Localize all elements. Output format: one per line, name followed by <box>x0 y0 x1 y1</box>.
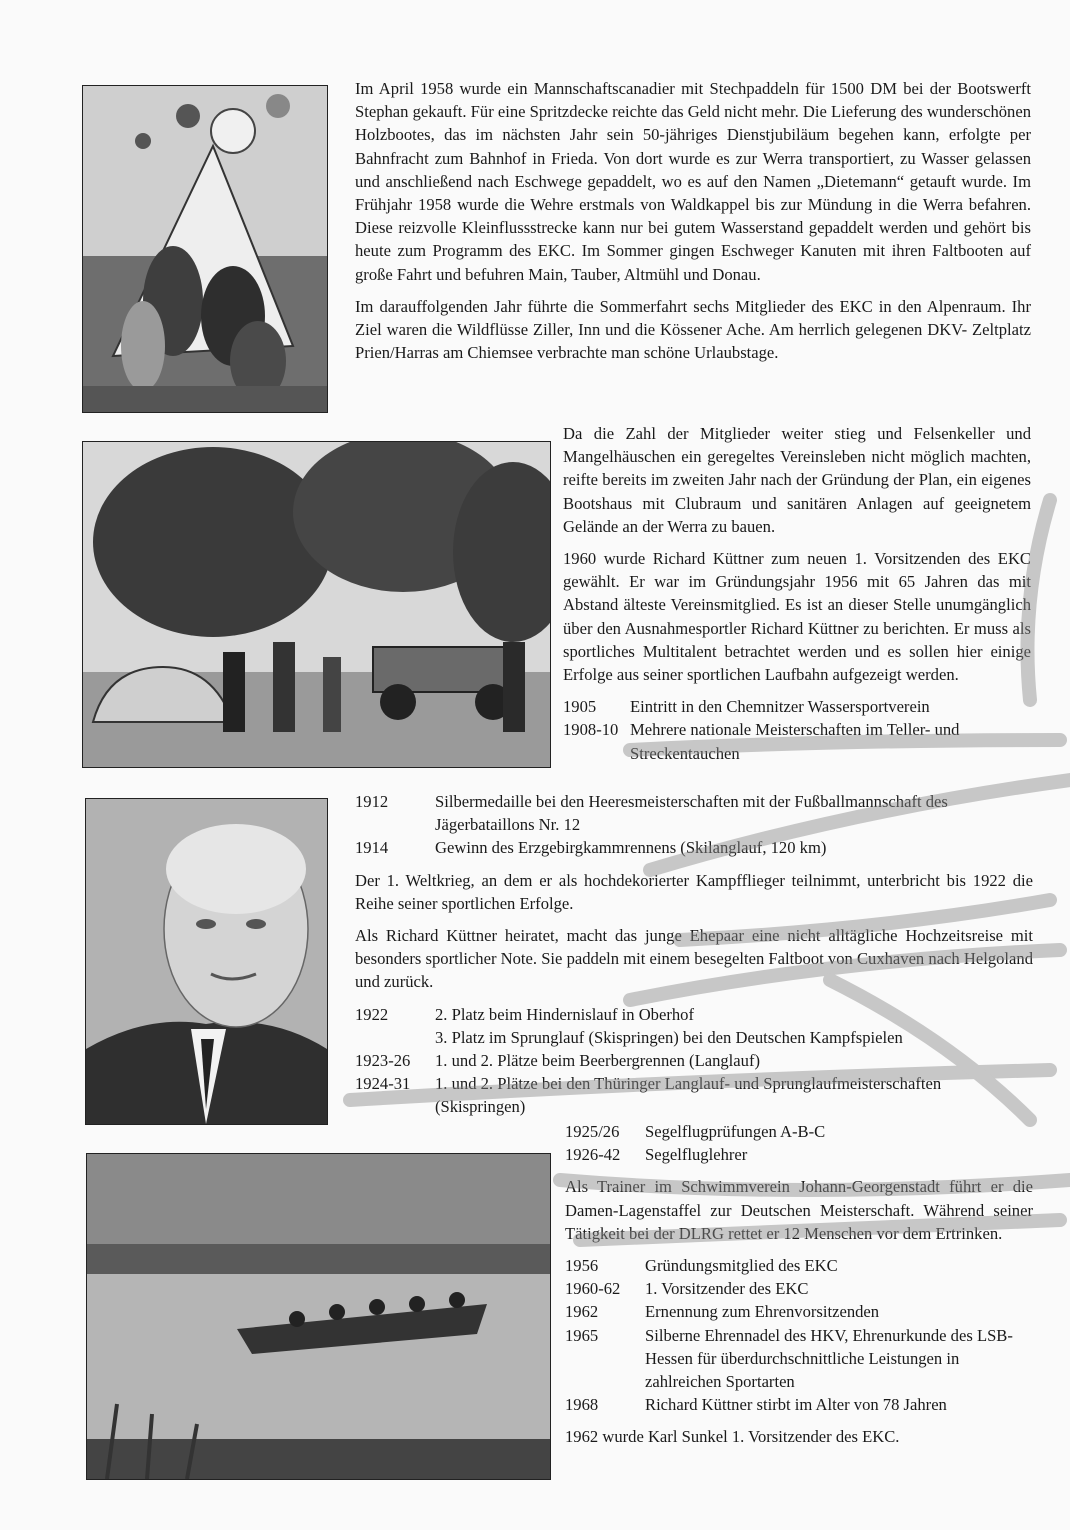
photo-trailer-street <box>82 441 551 768</box>
timeline-text: Mehrere nationale Meisterschaften im Teller- und Streckentauchen <box>630 720 960 763</box>
timeline-row <box>355 1049 1033 1072</box>
timeline-text: 3. Platz im Sprunglauf (Skispringen) bei den Deutschen Kampfspielen <box>435 1027 903 1047</box>
timeline-text: Silbermedaille bei den Heeresmeisterschaften mit der Fußballmannschaft des Jägerbataillons Nr. 12 <box>435 792 948 835</box>
timeline-year: 1923-26 <box>355 1051 411 1071</box>
text-block-4 <box>565 1120 1033 1458</box>
timeline-year: 1962 <box>565 1302 599 1322</box>
timeline-year: 1924-31 <box>355 1074 411 1094</box>
timeline-text: Gründungsmitglied des EKC <box>645 1256 838 1276</box>
timeline-text: Richard Küttner stirbt im Alter von 78 Jahren <box>645 1395 947 1415</box>
timeline-text: 1. Vorsitzender des EKC <box>645 1279 809 1299</box>
timeline-text: Segelflugprüfungen A-B-C <box>645 1122 826 1141</box>
timeline-text: Eintritt in den Chemnitzer Wassersportverein <box>630 697 930 717</box>
text-block-2 <box>563 422 1031 765</box>
timeline-row <box>355 1026 1033 1049</box>
timeline-row <box>565 1277 1033 1300</box>
timeline-text: 1. und 2. Plätze bei den Thüringer Langlauf- und Sprunglaufmeisterschaften (Skispringen) <box>435 1074 942 1117</box>
timeline-year: 1968 <box>565 1395 599 1415</box>
timeline-year: 1965 <box>565 1325 599 1345</box>
timeline-year: 1908-10 <box>563 720 619 740</box>
timeline-year <box>355 1026 435 1049</box>
timeline-text: 2. Platz beim Hindernislauf in Oberhof <box>435 1004 694 1024</box>
timeline-row <box>563 718 1031 764</box>
text-block-1 <box>355 77 1031 373</box>
timeline-row <box>355 1003 1033 1026</box>
paragraph: 1962 wurde Karl Sunkel 1. Vorsitzender des EKC. <box>565 1427 900 1447</box>
timeline-row <box>565 1324 1033 1394</box>
photo-portrait-richard-kuettner <box>85 798 328 1125</box>
timeline-year: 1905 <box>563 697 597 717</box>
timeline-year: 1922 <box>355 1004 389 1024</box>
timeline-text: 1. und 2. Plätze beim Beerbergrennen (Langlauf) <box>435 1051 760 1071</box>
timeline-year: 1926-42 <box>565 1145 621 1165</box>
photo-canoe-on-river <box>86 1153 551 1480</box>
timeline-row <box>355 790 1033 836</box>
timeline-row <box>565 1143 1033 1166</box>
timeline-row <box>355 836 1033 859</box>
timeline-text: Silberne Ehrennadel des HKV, Ehrenurkunde des LSB-Hessen für überdurchschnittliche Leistungen in zahlreichen Sportarten <box>645 1325 1013 1392</box>
timeline-row <box>565 1393 1033 1416</box>
timeline-row <box>565 1120 1033 1143</box>
paragraph: 1960 wurde Richard Küttner zum neuen 1. Vorsitzenden des EKC gewählt. Er war im Gründungsjahr 1956 mit 65 Jahren das mit Abstand älteste Vereinsmitglied. Es ist an dieser Stelle unumgänglich über den Ausnahmesportler Richard Küttner zu berichten. Er muss als sportliches Multitalent betrachtet werden und es sollen hier einige Erfolge aus seiner sportlichen Laufbahn aufgezeigt werden. <box>563 549 1031 685</box>
timeline-year: 1925/26 <box>565 1122 620 1141</box>
timeline-text: Ernennung zum Ehrenvorsitzenden <box>645 1302 880 1322</box>
paragraph: Als Richard Küttner heiratet, macht das junge Ehepaar eine nicht alltägliche Hochzeitsreise mit besonders sportlicher Note. Sie paddeln mit einem besegelten Faltboot von Cuxhaven nach Helgoland und zurück. <box>355 926 1033 992</box>
timeline-text: Segelfluglehrer <box>645 1145 748 1165</box>
paragraph: Im darauffolgenden Jahr führte die Sommerfahrt sechs Mitglieder des EKC in den Alpenraum. Ihr Ziel waren die Wildflüsse Ziller, Inn und die Kössener Ache. Am herrlich gelegenen DKV- Zeltplatz Prien/Harras am Chiemsee verbrachte man schöne Urlaubstage. <box>355 296 1031 363</box>
timeline-year: 1912 <box>355 792 389 811</box>
paragraph: Der 1. Weltkrieg, an dem er als hochdekorierter Kampfflieger teilnimmt, unterbricht bis 1922 die Reihe seiner sportlichen Erfolge. <box>355 870 1033 913</box>
photo-tent-campers <box>82 85 328 413</box>
timeline-row <box>565 1254 1033 1277</box>
text-block-3 <box>355 790 1033 1119</box>
timeline-year: 1956 <box>565 1256 599 1276</box>
timeline-row <box>355 1072 1033 1118</box>
timeline-year: 1914 <box>355 838 389 858</box>
timeline-year: 1960-62 <box>565 1279 621 1299</box>
timeline-row <box>563 695 1031 718</box>
paragraph: Im April 1958 wurde ein Mannschaftscanadier mit Stechpaddeln für 1500 DM bei der Bootswerft Stephan gekauft. Für eine Spritzdecke reichte das Geld nicht mehr. Die Lieferung des wunderschönen Holzbootes, das im nächsten Jahr sein 50-jähriges Dienstjubiläum begehen kann, erfolgte per Bahnfracht zum Bahnhof in Frieda. Von dort wurde es zur Werra transportiert, zu Wasser gelassen und anschließend nach Eschwege gepaddelt, wo es auf den Namen „Dietemann“ getauft wurde. Im Frühjahr 1958 wurde die Wehre erstmals von Waldkappel bis zur Mündung in die Werra befahren. Diese reizvolle Kleinflussstrecke kann nur bei gutem Wasserstand gepaddelt werden und gehört bis heute zum Programm des EKC. Im Sommer gingen Eschweger Kanuten mit ihren Faltbooten auf große Fahrt und befuhren Main, Tauber, Altmühl und Donau. <box>355 79 1031 284</box>
paragraph: Da die Zahl der Mitglieder weiter stieg und Felsenkeller und Mangelhäuschen ein geregeltes Vereinsleben nicht möglich machten, reifte bereits im zweiten Jahr nach der Gründung der Plan, ein eigenes Bootshaus mit Clubraum und sanitären Anlagen auf geeignetem Gelände an der Werra zu bauen. <box>563 424 1031 536</box>
timeline-row <box>565 1300 1033 1323</box>
paragraph: Als Trainer im Schwimmverein Johann-Georgenstadt führt er die Damen-Lagenstaffel zur Deutschen Meisterschaft. Während seiner Tätigkeit bei der DLRG rettet er 12 Menschen vor dem Ertrinken. <box>565 1177 1033 1243</box>
timeline-text: Gewinn des Erzgebirgkammrennens (Skilanglauf, 120 km) <box>435 838 827 858</box>
